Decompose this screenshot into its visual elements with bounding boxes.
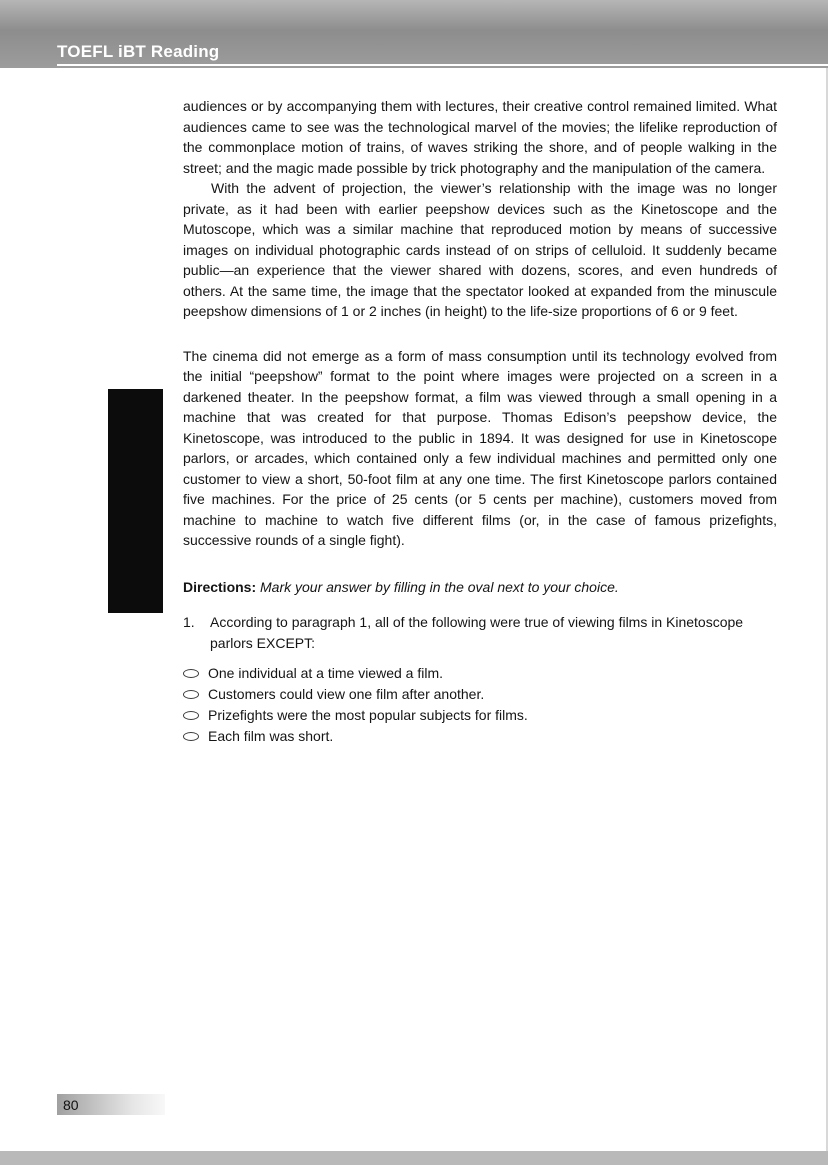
passage-paragraph-3: The cinema did not emerge as a form of mass consumption until its technology evolved from the initial “peepshow” format to the point where images were projected on a screen in a darkened theater. In the peepshow format, a film was viewed through a small opening in a machine that was created for that purpose. Thomas Edison’s peepshow device, the Kinetoscope, was introduced to the public in 1894. It was designed for use in Kinetoscope parlors, or arcades, which contained only a few individual machines and permitted only one customer to view a short, 50-foot film at any one time. The first Kinetoscope parlors contained five machines. For the price of 25 cents (or 5 cents per machine), customers moved from machine to machine to watch five different films (or, in the case of famous prizefights, successive rounds of a single fight). <box>183 347 777 548</box>
answer-options <box>183 663 777 747</box>
page-header <box>0 0 828 68</box>
page-number: 80 <box>63 1096 79 1113</box>
answer-label-c: Prizefights were the most popular subjects for films. <box>208 707 528 724</box>
directions-text: Mark your answer by filling in the oval next to your choice. <box>260 578 619 595</box>
answer-oval-b[interactable] <box>183 690 199 699</box>
passage-paragraph-2: With the advent of projection, the viewer’s relationship with the image was no longer private, as it had been with earlier peepshow devices such as the Kinetoscope and the Mutoscope, which was a similar machine that reproduced motion by means of successive images on individual photographic cards instead of on strips of celluloid. It suddenly became public—an experience that the viewer shared with dozens, scores, and even hundreds of others. At the same time, the image that the spectator looked at expanded from the minuscule peepshow dimensions of 1 or 2 inches (in height) to the life-size proportions of 6 or 9 feet. <box>183 180 777 319</box>
answer-oval-a[interactable] <box>183 669 199 678</box>
directions-label: Directions: <box>183 578 257 595</box>
answer-option-b[interactable] <box>183 684 777 705</box>
directions <box>183 577 777 598</box>
question-text: According to paragraph 1, all of the following were true of viewing films in Kinetoscope parlors EXCEPT: <box>210 614 744 651</box>
answer-oval-c[interactable] <box>183 711 199 720</box>
scan-edge-bottom <box>0 1151 828 1165</box>
question-1 <box>183 612 777 653</box>
question-number: 1. <box>183 614 195 630</box>
page-number-bar <box>57 1094 165 1115</box>
answer-option-c[interactable] <box>183 705 777 726</box>
answer-label-d: Each film was short. <box>208 728 334 745</box>
answer-option-d[interactable] <box>183 726 777 747</box>
answer-label-b: Customers could view one film after another. <box>208 686 485 703</box>
passage-paragraph-1: audiences or by accompanying them with lectures, their creative control remained limited. What audiences came to see was the technological marvel of the movies; the lifelike reproduction of the commonplace motion of trains, of waves striking the shore, and of people walking in the street; and the magic made possible by trick photography and the manipulation of the camera. <box>183 98 777 176</box>
chapter-title: TOEFL iBT Reading <box>57 42 220 61</box>
passage-content <box>183 96 777 747</box>
answer-option-a[interactable] <box>183 663 777 684</box>
answer-oval-d[interactable] <box>183 732 199 741</box>
answer-label-a: One individual at a time viewed a film. <box>208 665 443 682</box>
header-divider <box>57 64 828 66</box>
paragraph-highlight-bar <box>108 389 163 613</box>
